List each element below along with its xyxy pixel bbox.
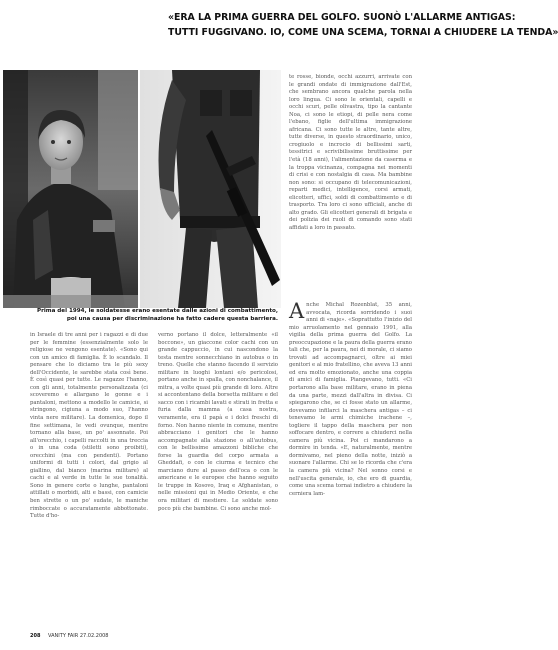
page-number: 208 — [30, 633, 41, 639]
headline-line-1: «ERA LA PRIMA GUERRA DEL GOLFO. SUONÒ L'ALLARME ANTIGAS: — [168, 12, 516, 23]
caption-line-2: poi una causa per discriminazione ha fatto cadere questa barriera. — [66, 316, 278, 323]
body-column-1 — [30, 332, 148, 624]
column-3-text: te rosse, bionde, occhi azzurri, arrivate con le grandi ondate di immigrazione dall'Est, che sembrano ancora qualche parola nella loro lingua. Ci sono le orientali, capelli e occhi scuri, pelle olivastra, tipo la cantante Noa, ci sono le etiopi, di pelle nera come l'ebano, figlie dell'ultima immigrazione africana. Ci sono tutte le altre, tante altre, tutte diverse, in questo straordinario, unico, crogiuolo e incrocio di bellissimi sarti, tessitrici e scrivibilissime bruttissime per l'età (18 anni), l'alimentazione da caserma e la troppa vicinanza, compagna nei momenti di crisi e con nostalgia di casa. Ma bambine non sono: si occupano di telecomunicazioni, reparti medici, intelligence, corsi armati, elicotteri, uffici, soldi di combattimento e di trasporto. Tra loro ci sono ufficiali, anche di alto grado. Gli elicotteri generali di brigata e dei polizia dei ruoli di comando sono stati affidati a loro in passato. — [289, 74, 412, 231]
publication-date: 27.02.2008 — [79, 633, 109, 639]
soldier-with-rifle-photo — [140, 70, 281, 308]
photo-caption — [30, 307, 278, 324]
soldier-portrait-photo — [3, 70, 138, 308]
headline-line-2: TUTTI FUGGIVANO. IO, COME UNA SCEMA, TORNAI A CHIUDERE LA TENDA» — [168, 26, 558, 38]
column-1-text: in Israele di tre anni per i ragazzi e di due per le femmine (essenzialmente solo le religiose ne vengono esentate). «Sono qui con un amico di famiglia. È lo scandalo. Il pensare che lo diciamo tra le più sexy dell'Occidente, le sarebbe stata così bene. È così quasi per tutte. Le ragazze l'hanno, con gli anni, totalmente personalizzata (ci scoveremo e allargano le gonne e i pantaloni, mettono a modello le camicie, si stringono, cigiuna a modo suo, l'hanno vinta nere militare). La domenica, dopo il fine settimana, le vedi ovunque, mentre tornano alla base, un po' assonnate. Poi all'orecchio, i capelli raccolti in una treccia o in una coda (stiletti sono proibiti), orecchini (ma con pendenti). Portano uniformi di tutti i colori, dal grigio al giallino, dal bianco (marina militare) al cachi e al verde in tutte le sue tonalità. Sono in genere corte o lunghe, pantaloni attillati o morbidi, alti e bassi, con camicie ben strette o un po' sudate, le maniche rimboccate o accuratamente abbottonate. Tutte d'ho- — [30, 332, 148, 520]
drop-cap: A — [289, 299, 305, 323]
column-2-text: verno portano il dolce, letteralmente «il boccone», un giaccone color cachi con un grande cappuccio, in cui nascondono la testa mentre sonnecchiano in autobus o in treno. Quelle che stanno facendo il servizio militare in luoghi lontani e/o pericolosi, portano anche in spalla, con nonchalance, il mitra, a volte quasi più grande di loro. Altre si accontentano della borsetta militare e del sacco con i ricambi lavati e stirati in fretta e furia dalla mamma (a casa nostra, veramente, era il papà e i dolci freschi di forno. Non hanno niente in comune, mentre abbracciano i genitori che le hanno accompagnate alla stazione o all'autobus, con le bellissime amazzoni bibliche che forse la guardia del corpo armata a Gheddafi, o con le ciurma e tecnico che marciano dure al passo dell'oca o con le americane e le europee che hanno seguito le truppe in Kosovo, Iraq e Afghanistan, o nelle missioni qui in Medio Oriente, e che ora militari di mestiere. Le soldate sono poco più che bambine. Ci sono anche mol- — [158, 332, 278, 512]
publication-name: VANITY FAIR — [48, 633, 79, 639]
page-footer — [30, 633, 109, 639]
body-column-3 — [289, 74, 412, 281]
caption-line-1: Prima del 1994, le soldatesse erano esentate dalle azioni di combattimento, — [36, 308, 278, 314]
body-column-2 — [158, 332, 278, 624]
body-column-4 — [289, 299, 412, 624]
headline — [168, 11, 558, 40]
column-4-text: nche Michal Rozenblat, 35 anni, avvocata, ricorda sorridendo i suoi anni di «naje». «Soprattutto l'inizio del mio arruolamento nel gennaio 1991, alla vigilia della prima guerra del Golfo. La preoccupazione e la paura della guerra erano tali che, per la paura, nei di morale, ci siamo trovati ad accompagnarci, oltre ai miei genitori e al mio fratellino, che aveva 13 anni ed era molto emozionato, anche una coppia di amici di famiglia. Piangevano, tutti. «Ci portarono alla base militare, erano in piena da una parte, mezzi dall'altra in divisa. Ci spiegarono che, se ci fosse stato un allarme, dovevamo infilarci la maschera antigas – ci tenevamo le armi chimiche irachene –, togliere il tappo della maschera per non soffocare dentro, e correre a chiuderci nella camera più vicina. Poi ci mandarono a dormire in tenda. «E, naturalmente, mentre dormivamo, nel pieno della notte, iniziò a suonare l'allarme. Chi se lo ricorda che c'era la camera più vicina? Nel sonno corsi e nell'uscita generale, io, che ero di guardia, come una scema tornai indietro a chiudere la cerniera lam- — [289, 302, 412, 497]
